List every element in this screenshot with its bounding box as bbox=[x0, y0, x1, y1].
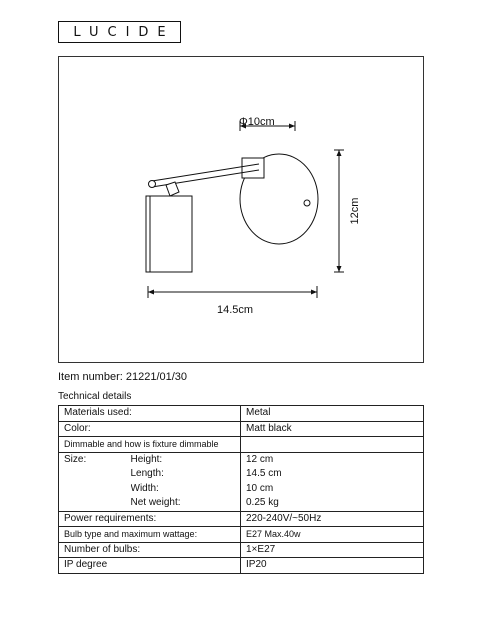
spec-value: IP20 bbox=[241, 558, 424, 574]
spec-value: 0.25 kg bbox=[241, 496, 424, 511]
spec-sublabel: Width: bbox=[130, 482, 159, 494]
spec-value: 10 cm bbox=[241, 482, 424, 497]
spec-label bbox=[59, 467, 131, 482]
spec-sublabel: Net weight: bbox=[131, 496, 241, 511]
height-dimension bbox=[334, 150, 344, 272]
spec-sublabel: Height: bbox=[131, 452, 241, 467]
spec-row bbox=[59, 511, 424, 527]
wall-lamp-drawing bbox=[59, 57, 425, 364]
spec-label: Number of bulbs: bbox=[59, 542, 241, 558]
spec-value: 220-240V/~50Hz bbox=[241, 511, 424, 527]
cylinder-shade bbox=[146, 196, 192, 272]
item-number: Item number: 21221/01/30 bbox=[58, 371, 188, 383]
brand-logo bbox=[58, 21, 181, 43]
spec-value: 12 cm bbox=[241, 452, 424, 467]
spec-label: Power requirements: bbox=[59, 511, 241, 527]
spec-row bbox=[59, 527, 424, 543]
spec-row bbox=[59, 542, 424, 558]
joint bbox=[166, 182, 179, 196]
spec-label: Bulb type and maximum wattage: bbox=[59, 527, 241, 543]
technical-drawing bbox=[58, 56, 424, 363]
spec-label: IP degree bbox=[59, 558, 241, 574]
spec-row bbox=[59, 452, 424, 467]
spec-row bbox=[59, 437, 424, 453]
spec-value bbox=[241, 437, 424, 453]
spec-label bbox=[59, 482, 131, 497]
arm-end bbox=[149, 181, 156, 188]
spec-label: Size: bbox=[59, 452, 131, 467]
spec-row bbox=[59, 482, 424, 497]
length-label: 14.5cm bbox=[216, 304, 254, 316]
technical-details-title: Technical details bbox=[58, 391, 132, 402]
diameter-label: Φ10cm bbox=[239, 116, 275, 128]
height-label: 12cm bbox=[349, 197, 361, 225]
spec-row bbox=[59, 558, 424, 574]
spec-value: Matt black bbox=[241, 421, 424, 437]
spec-table bbox=[58, 405, 424, 574]
length-dimension bbox=[148, 286, 317, 298]
spec-label: Color: bbox=[59, 421, 241, 437]
spec-row bbox=[59, 421, 424, 437]
spec-row bbox=[59, 467, 424, 482]
spec-label: Dimmable and how is fixture dimmable bbox=[59, 437, 241, 453]
brand-logo-text: LUCIDE bbox=[73, 24, 175, 40]
spec-row bbox=[59, 406, 424, 422]
arm-mount bbox=[242, 158, 264, 178]
spec-value: E27 Max.40w bbox=[241, 527, 424, 543]
spec-value: Metal bbox=[241, 406, 424, 422]
spec-sublabel: Length: bbox=[130, 468, 164, 479]
spec-label bbox=[59, 496, 131, 511]
spec-value: 1×E27 bbox=[241, 542, 424, 558]
spec-label: Materials used: bbox=[59, 406, 241, 422]
spec-row bbox=[59, 496, 424, 511]
spec-value: 14.5 cm bbox=[241, 467, 424, 482]
